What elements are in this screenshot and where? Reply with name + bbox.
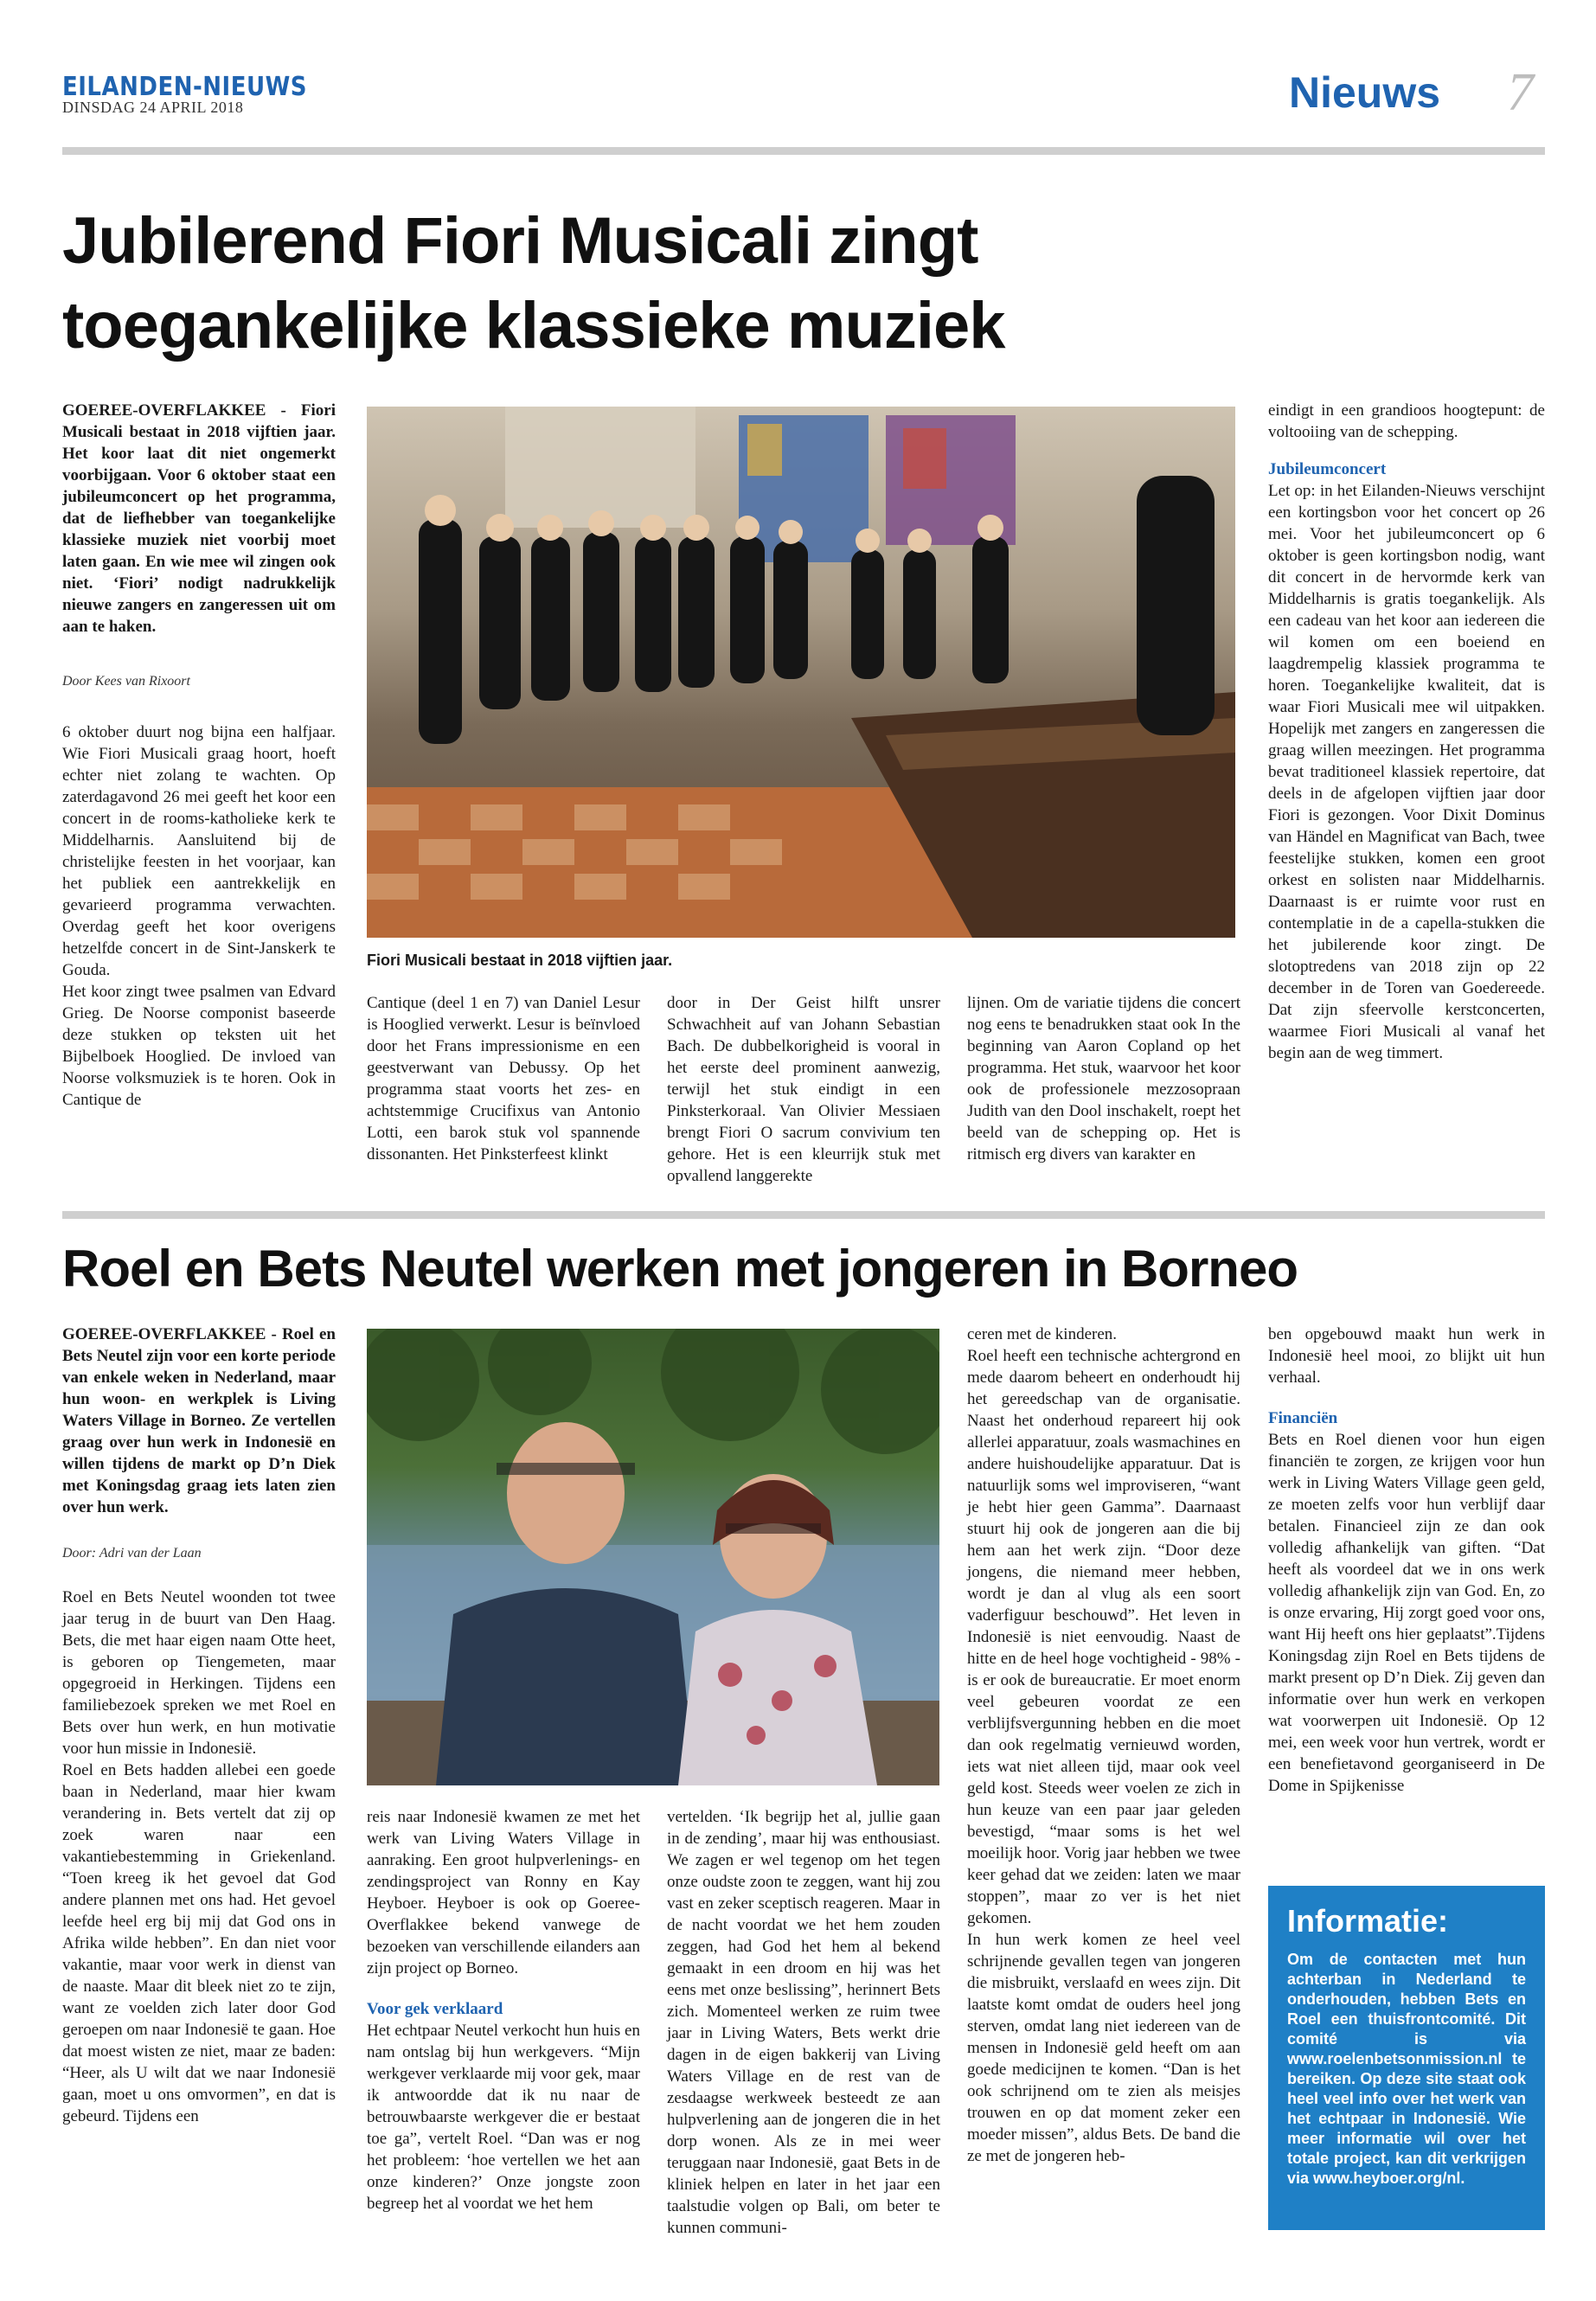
info-box-text: Om de contacten met hun achterban in Nederland te onderhouden, hebben Bets en Roel een thuisfrontcomité. Dit comité is via www.roelenbetsonmission.nl te bereiken. Op deze site staat ook heel veel info over het werk van het echtpaar in Indonesië. Wie meer informatie wil over het totale project, kan dit verkrijgen via www.heyboer.org/nl. — [1287, 1951, 1526, 2187]
article2-body-5: vertelden. ‘Ik begrijp het al, jullie gaan in de zending’, maar hij was enthousiast. We zagen er wel tegenop om het tegen onze oudste zoon te zeggen, want hij zou vast en zeker sceptisch reageren. Maar in de nacht voordat we het hem zouden zeggen, had God het hem al bekend gemaakt in een droom en hij was het eens met onze beslissing”, herinnert Bets zich. Momenteel werken ze ruim twee jaar in Living Waters, Bets werkt drie dagen in de eigen bakkerij van Living Waters Village en de rest van de zesdaagse werkweek besteedt ze aan hulpverlening aan de jongeren die in het dorp wonen. Als ze in mei weer teruggaan naar Indonesië, gaat Bets in de kliniek helpen en later in het jaar een taalstudie volgen op Bali, om beter te kunnen communi- — [667, 1808, 940, 2237]
article1-byline: Door Kees van Rixoort — [62, 674, 190, 689]
article2-body-9: ben opgebouwd maakt hun werk in Indonesië heel mooi, zo blijkt uit hun verhaal. — [1268, 1325, 1545, 1387]
article1-column-3 — [667, 992, 940, 1187]
article2-headline: Roel en Bets Neutel werken met jongeren in Borneo — [62, 1240, 1298, 1298]
article2-body-2: Roel en Bets hadden allebei een goede baan in Nederland, maar hier kwam verandering in. Bets vertelt dat zij op zoek waren naar een vakantiebestemming in Griekenland. “Toen kreeg ik het gevoel dat God andere plannen met ons had. Het gevoel leefde heel erg bij mij dat God ons in Afrika wilde hebben”. En dan niet voor vakantie, maar voor werk in dienst van de naaste. Maar dit bleek niet zo te zijn, want ze voelden zich later door God geroepen om naar Indonesië te gaan. Hoe dat moest wisten ze niet, maar ze baden: “Heer, als U wilt dat we naar Indonesië gaan, moet u ons omvormen”, en dat is gebeurd. Tijdens een — [62, 1761, 336, 2125]
article2-body-1: Roel en Bets Neutel woonden tot twee jaar terug in de buurt van Den Haag. Bets, die met haar eigen naam Otte heet, is geboren op Tiengemeten, maar opgegroeid in Herkingen. Tijdens een familiebezoek spreken we met Roel en Bets over hun werk, en hun motivatie voor hun missie in Indonesië. — [62, 1588, 336, 1758]
info-box — [1268, 1886, 1545, 2230]
headline-line-1: Jubilerend Fiori Musicali zingt — [62, 204, 978, 278]
article1-column-1 — [62, 400, 336, 1111]
article1-column-5 — [1268, 400, 1545, 1064]
article2-byline: Door: Adri van der Laan — [62, 1546, 202, 1561]
article2-body-4: Het echtpaar Neutel verkocht hun huis en nam ontslag bij hun werkgevers. “Mijn werkgever verklaarde mij voor gek, maar ik antwoordde dat ik nu naar de betrouwbaarste werkgever die er bestaat toe ga”, vertelt Roel. “Dan was er nog het probleem: ‘hoe vertellen we het aan onze kinderen?’ Onze jongste zoon begreep het al voordat we het hem — [367, 2022, 640, 2213]
article2-body-8: In hun werk komen ze heel veel schrijnende gevallen tegen van jongeren die misbruikt, verslaafd en wees zijn. Dit laatste komt omdat de ouders heel jong sterven, omdat lang niet iedereen van de mensen in Indonesië geld heeft om aan goede medicijnen te komen. “Dan is het ook schrijnend om te zien als meisjes trouwen en op dat moment zeker een moeder missen”, aldus Bets. De band die ze met de jongeren heb- — [967, 1931, 1240, 2165]
article1-headline — [62, 199, 1005, 369]
article-divider — [62, 1211, 1545, 1219]
couple-photo-illustration — [367, 1329, 939, 1785]
couple-photo — [367, 1329, 939, 1785]
article2-body-6: ceren met de kinderen. — [967, 1325, 1118, 1343]
page-number: 7 — [1507, 63, 1534, 122]
article2-body-7: Roel heeft een technische achtergrond en mede daarom beheert en onderhoudt hij het gereedschap van de organisatie. Naast het onderhoud repareert hij ook allerlei apparatuur, zoals wasmachines en andere huishoudelijke apparatuur. Dat is natuurlijk soms wel improviseren, “want je hebt hier geen Gamma”. Daarnaast stuurt hij ook de jongeren aan die bij hem aan het werk zijn. “Door deze jongens, die niemand meer hebben, wordt je dan al vlug als een soort vaderfiguur beschouwd”. Het leven in Indonesië is niet eenvoudig. Naast de hitte en de heel hoge vochtigheid - 98% - is er ook de bureaucratie. Er moet enorm veel gebeuren voordat ze een verblijfsvergunning hebben en die moet dan ook regelmatig vernieuwd worden, iets wat niet alleen tijd, maar ook veel geld kost. Steeds weer voelen ze zich in hun keuze van een paar jaar geleden bevestigd, “maar soms is het wel moeilijk hoor. Vorig jaar hebben we twee keer gehad dat we zeiden: laten we maar stoppen”, maar zo ver is het niet gekomen. — [967, 1347, 1240, 1927]
article1-column-4 — [967, 992, 1240, 1165]
article2-body-10: Bets en Roel dienen voor hun eigen financiën te zorgen, ze krijgen voor hun werk in Living Waters Village geen geld, ze moeten zelfs voor hun verblijf daar betalen. Financieel zijn ze dan ook volledig afhankelijk van giften. “Dat heeft als voordeel dat we in ons werk volledig afhankelijk zijn van God. En, zo is onze ervaring, Hij zorgt goed voor ons, want Hij heeft ons hier geplaatst”.Tijdens Koningsdag zijn Roel en Bets tijdens de markt present op D’n Diek. Zij geven dan informatie over hun werk en verkopen wat voorwerpen uit Indonesië. Op 12 mei, een week voor hun vertrek, wordt er een benefietavond georganiseerd in De Dome in Spijkenisse — [1268, 1431, 1545, 1795]
section-title: Nieuws — [1289, 68, 1441, 117]
article1-column-2 — [367, 992, 640, 1165]
article2-column-4 — [967, 1324, 1240, 2167]
article1-subhead-jubileumconcert: Jubileumconcert — [1268, 460, 1387, 478]
article2-column-5 — [1268, 1324, 1545, 1797]
article1-body-7: Let op: in het Eilanden-Nieuws verschijnt een kortingsbon voor het concert op 26 mei. Voor het jubileumconcert op 6 oktober is geen kortingsbon nodig, want dit concert in de hervormde kerk van Middelharnis is gratis toegankelijk. Als een cadeau van het koor aan iedereen die wil komen om een boeiend en laagdrempelig klassiek programma te horen. Toegankelijke kwaliteit, dat is waar Fiori Musicali mee wil uitpakken. Hopelijk met zangers en zangeressen die graag willen meezingen. Het programma bevat traditioneel klassiek repertoire, dat deels in de afgelopen vijftien jaar door Fiori is gezongen. Voor Dixit Dominus van Händel en Magnificat van Bach, twee feestelijke stukken, komen een groot orkest en solisten naar Middelharnis. Daarnaast is er ruimte voor rust en contemplatie in de a capella-stukken die het jubilerende koor zingt. De slotoptredens van 2018 zijn op 22 december in de Toren van Goedereede. Dat zijn sfeervolle kerstconcerten, waarmee Fiori Musicali al vanaf het begin aan de weg timmert. — [1268, 482, 1545, 1062]
article1-body-1: 6 oktober duurt nog bijna een halfjaar. Wie Fiori Musicali graag hoort, hoeft echter niet zolang te wachten. Op zaterdagavond 26 mei geeft het koor een concert in de rooms-katholieke kerk te Middelharnis. Aansluitend bij de christelijke feesten in het voorjaar, kan het publiek een aantrekkelijk en gevarieerd programma verwachten. Overdag geeft het koor overigens hetzelfde concert in de Sint-Janskerk te Gouda. — [62, 723, 336, 979]
article2-column-2 — [367, 1806, 640, 2214]
article1-body-2: Het koor zingt twee psalmen van Edvard Grieg. De Noorse componist baseerde deze stukken op teksten uit het Bijbelboek Hooglied. De invloed van Noorse volksmuziek is te horen. Ook in Cantique de — [62, 983, 336, 1109]
header-rule — [62, 147, 1545, 155]
article2-subhead-financien: Financiën — [1268, 1409, 1338, 1427]
article1-body-3: Cantique (deel 1 en 7) van Daniel Lesur is Hooglied verwerkt. Lesur is beïnvloed door het Frans impressionisme en een geestverwant van Debussy. Op het programma staat voorts het zes- en achtstemmige Crucifixus van Antonio Lotti, een barok stuk vol spannende dissonanten. Het Pinksterfeest klinkt — [367, 994, 640, 1163]
headline-line-2: toegankelijke klassieke muziek — [62, 289, 1005, 362]
article2-column-3 — [667, 1806, 940, 2239]
article1-body-6: eindigt in een grandioos hoogtepunt: de voltooiing van de schepping. — [1268, 401, 1545, 441]
article2-subhead-voor-gek-verklaard: Voor gek verklaard — [367, 2000, 503, 2018]
article1-body-5: lijnen. Om de variatie tijdens die concert nog eens te benadrukken staat ook In the beginning van Aaron Copland op het programma. Het stuk, waarvoor het koor ook de professionele mezzosopraan Judith van den Dool inschakelt, roept het beeld van de schepping op. Het is ritmisch erg divers van karakter en — [967, 994, 1240, 1163]
article1-photo-caption: Fiori Musicali bestaat in 2018 vijftien jaar. — [367, 952, 673, 969]
info-box-title: Informatie: — [1287, 1903, 1449, 1939]
article1-intro: GOEREE-OVERFLAKKEE - Fiori Musicali bestaat in 2018 vijftien jaar. Het koor laat dit niet ongemerkt voorbijgaan. Voor 6 oktober staat een jubileumconcert op het programma, dat de liefhebber van toegankelijke klassieke muziek niet voorbij moet laten gaan. En wie mee wil zingen ook niet. ‘Fiori’ nodigt nadrukkelijk nieuwe zangers en zangeressen uit om aan te haken. — [62, 401, 336, 636]
article2-intro: GOEREE-OVERFLAKKEE - Roel en Bets Neutel zijn voor een korte periode van enkele weken in Nederland, maar hun woon- en werkplek is Living Waters Village in Borneo. Ze vertellen graag over hun werk in Indonesië en willen tijdens de markt op D’n Diek met Koningsdag graag iets laten zien over hun werk. — [62, 1325, 336, 1516]
choir-photo — [367, 407, 1235, 938]
choir-photo-illustration — [367, 407, 1235, 938]
article1-body-4: door in Der Geist hilft unsrer Schwachheit auf van Johann Sebastian Bach. De dubbelkorigheid is vooral in het eerste deel prominent aanwezig, terwijl het stuk eindigt in een Pinksterkoraal. Van Olivier Messiaen brengt Fiori O sacrum convivium ten gehore. Het is een kleurrijk stuk met opvallend langgerekte — [667, 994, 940, 1185]
masthead: EILANDEN-NIEUWS — [62, 72, 307, 103]
article2-body-3: reis naar Indonesië kwamen ze met het werk van Living Waters Village in aanraking. Een groot hulpverlenings- en zendingsproject van Ronny en Kay Heyboer. Heyboer is ook op Goeree-Overflakkee bekend vanwege de bezoeken van verschillende eilanders aan zijn project op Borneo. — [367, 1808, 640, 1977]
issue-date: DINSDAG 24 APRIL 2018 — [62, 99, 244, 116]
article2-column-1 — [62, 1324, 336, 2127]
